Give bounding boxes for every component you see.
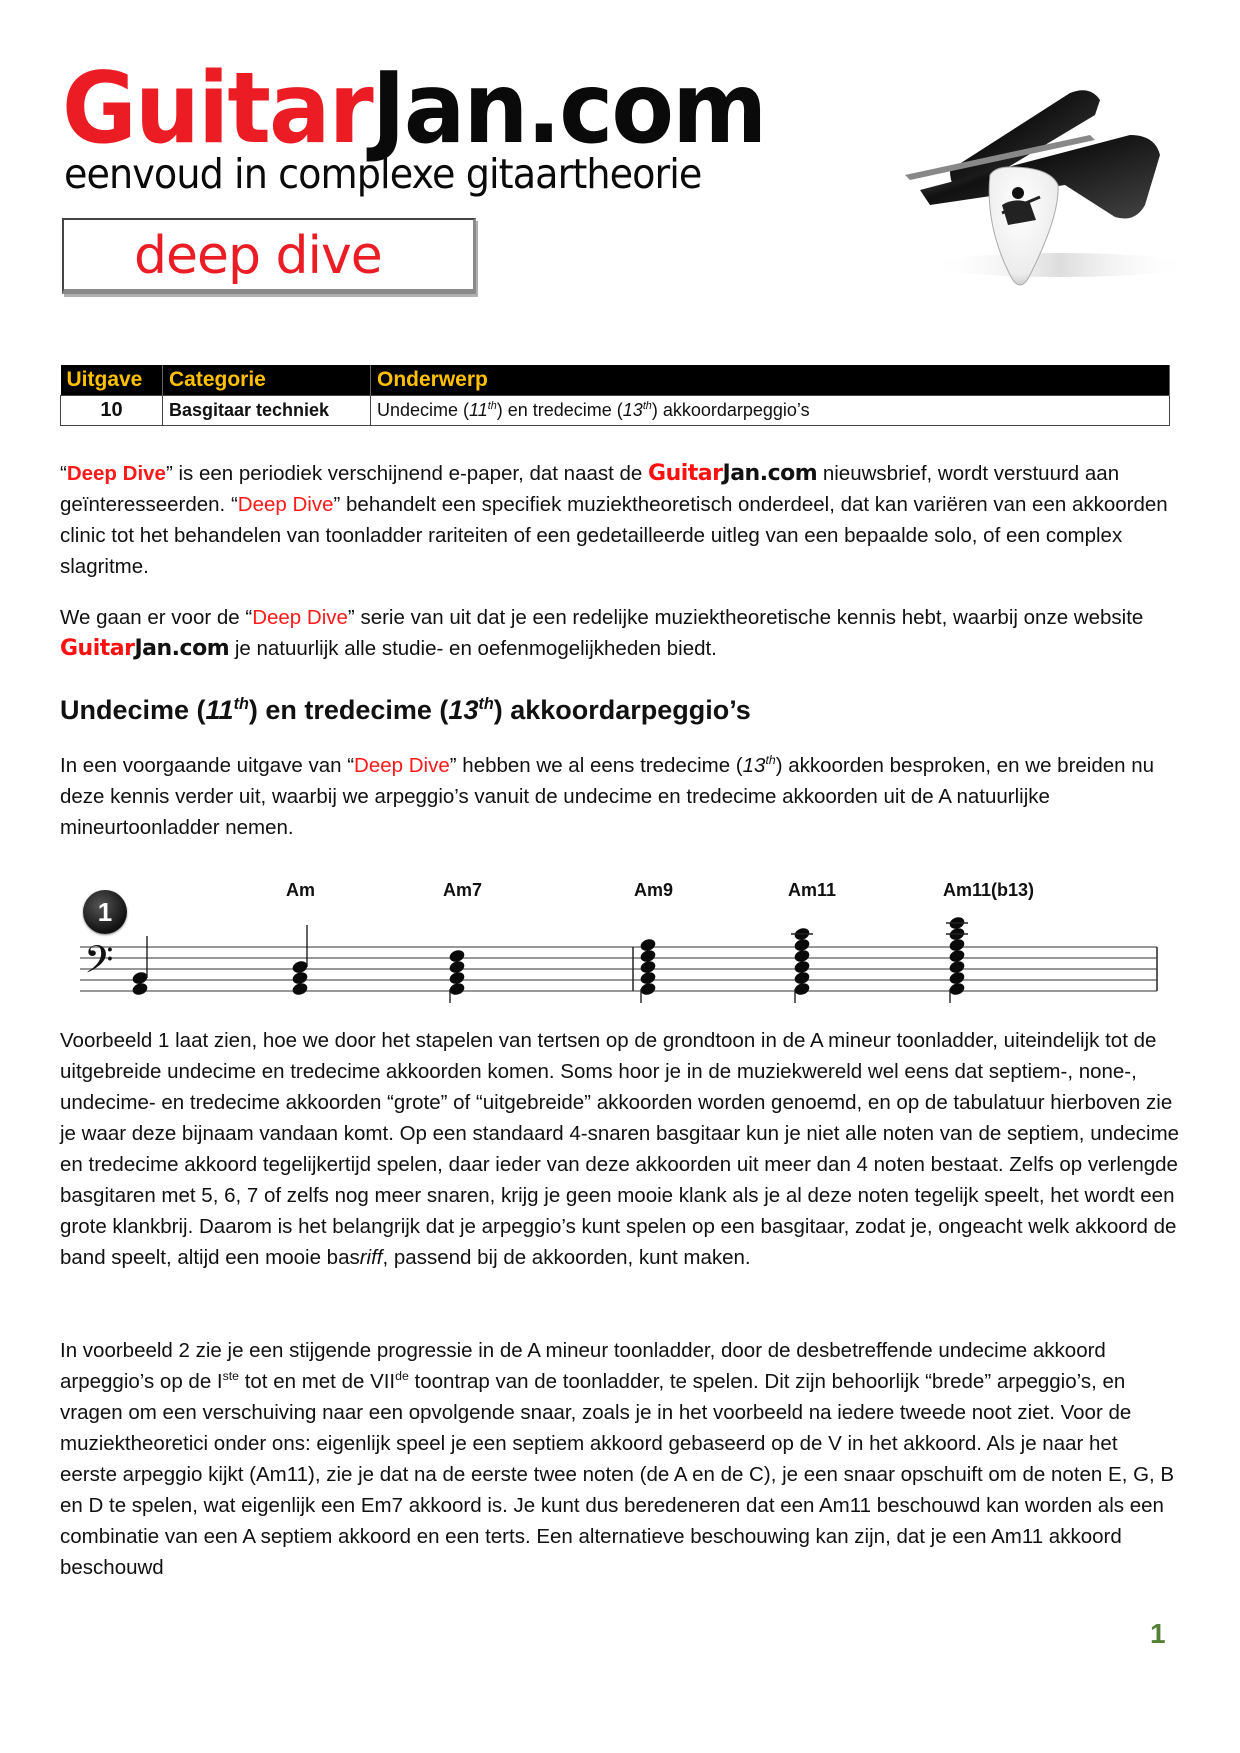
text: In een voorgaande uitgave van “ [60, 754, 355, 777]
text: , passend bij de akkoorden, kunt maken. [382, 1246, 751, 1269]
deep-dive-mention: Deep Dive [66, 462, 166, 485]
text: ) akkoordarpeggio’s [493, 695, 751, 725]
chord-label: Am [286, 880, 316, 900]
guitar-pick-illustration [890, 75, 1190, 305]
logo-guitar: Guitar [60, 636, 135, 661]
text: ” serie van uit dat je een redelijke muziektheoretische kennis hebt, waarbij onze website [347, 606, 1144, 629]
bass-clef-icon: 𝄢 [84, 937, 114, 991]
text: toontrap van de toonladder, te spelen. Dit zijn behoorlijk “brede” arpeggio’s, en vragen om een verschuiving naar een opvolgende snaar, zoals je in het voorbeeld na iedere tweede noot ziet. Voor de muziektheoretici onder ons: eigenlijk speel je een septiem akkoord gebaseerd op de V in het akkoord. Als je naar het eerste arpeggio kijkt (Am11), zie je dat na de eerste twee noten (de A en de C), je een snaar opschuift om de noten E, G, B en D te spelen, wat eigenlijk een Em7 akkoord is. Je kunt dus beredeneren dat een Am11 beschouwd kan worden als een combinatie van een A septiem akkoord en een terts. Een alternatieve beschouwing kan zijn, dat je een Am11 akkoord beschouwd [60, 1370, 1175, 1579]
header-uitgave: Uitgave [61, 365, 163, 395]
text: ) akkoordarpeggio’s [651, 399, 810, 420]
issue-info-table [60, 365, 1170, 426]
text: ste [222, 1369, 240, 1384]
deep-dive-badge [62, 218, 476, 294]
text: th [765, 753, 776, 768]
chord-label: Am11(b13) [943, 880, 1035, 900]
deep-dive-badge-label: deep dive [134, 226, 382, 286]
header-categorie: Categorie [163, 365, 371, 395]
site-logo [62, 52, 766, 166]
text: ” is een periodiek verschijnend e-paper, dat naast de [165, 462, 649, 485]
intro-paragraph-2 [60, 602, 1180, 664]
text: ) akkoorden besproken, en we breiden nu deze kennis verder uit, waarbij we arpeggio’s vanuit de undecime en tredecime akkoorden uit de A natuurlijke mineurtoonladder nemen. [60, 754, 1155, 839]
note-head [291, 959, 309, 974]
cell-onderwerp [371, 395, 1170, 425]
text: Undecime ( [60, 695, 206, 725]
text: Voorbeeld 1 laat zien, hoe we door het stapelen van tertsen op de grondtoon in de A mineur toonladder, uiteindelijk tot de uitgebreide undecime en tredecime akkoorden komen. Soms hoor je in de muziekwereld wel eens dat septiem-, none-, undecime- en tredecime akkoorden “grote” of “uitgebreide” akkoorden worden genoemd, en op de tabulatuur hierboven zie je waar deze bijnaam vandaan komt. Op een standaard 4-snaren basgitaar kun je niet alle noten van de septiem, undecime en tredecime akkoord tegelijkertijd spelen, daar ieder van deze akkoorden uit meer dan 4 noten bestaat. Zelfs op verlengde basgitaren met 5, 6, 7 of zelfs nog meer snaren, krijg je geen mooie klank als je al deze noten tegelijk speelt, het wordt een grote klankbrij. Daarom is het belangrijk dat je arpeggio’s kunt spelen op een basgitaar, zodat je, ongeacht welk akkoord de band speelt, altijd een mooie bas [60, 1029, 1180, 1269]
chord-label: Am9 [634, 880, 674, 900]
text: 13 [448, 695, 479, 725]
intro-paragraph-1 [60, 458, 1180, 582]
logo-jan-com: Jan.com [371, 52, 766, 166]
table-header-row [61, 365, 1170, 395]
header-onderwerp: Onderwerp [371, 365, 1170, 395]
chord-label: Am11 [788, 880, 837, 900]
body-paragraph-2 [60, 1335, 1180, 1583]
text: riff [359, 1246, 383, 1269]
text: de [395, 1369, 409, 1384]
text: 13 [622, 399, 643, 420]
tagline: eenvoud in complexe gitaartheorie [64, 150, 702, 198]
deep-dive-mention: Deep Dive [252, 606, 348, 629]
note-head [448, 948, 466, 963]
text: Undecime ( [377, 399, 470, 420]
cell-categorie: Basgitaar techniek [163, 395, 371, 425]
logo-guitar: Guitar [62, 52, 372, 166]
text: ” hebben we al eens tredecime ( [449, 754, 743, 777]
example-1-notation [60, 865, 1170, 1015]
note-head [639, 937, 657, 952]
text: ) en tredecime ( [496, 399, 623, 420]
inline-logo [648, 461, 817, 486]
section-paragraph [60, 750, 1180, 843]
table-row [61, 395, 1170, 425]
logo-guitar: Guitar [648, 461, 723, 486]
text: ) en tredecime ( [248, 695, 449, 725]
text: In voorbeeld 2 zie je een stijgende progressie in de A mineur toonladder, door de desbetreffende undecime akkoord arpeggio’s op de I [60, 1339, 1106, 1393]
deep-dive-mention: Deep Dive [354, 754, 450, 777]
chord-label: Am7 [443, 880, 483, 900]
inline-logo [60, 636, 229, 661]
bass-staff [60, 865, 1170, 1015]
deep-dive-mention: Deep Dive [237, 493, 334, 516]
text: “ [60, 462, 67, 485]
text: nieuwsbrief, wordt verstuurd aan geïnteresseerden. “ [60, 462, 1120, 516]
section-title [60, 695, 751, 726]
text: th [487, 399, 497, 412]
logo-jan-com: Jan.com [722, 461, 818, 486]
body-paragraph-1 [60, 1025, 1180, 1273]
cell-uitgave: 10 [61, 395, 163, 425]
text: ” behandelt een specifiek muziektheoretisch onderdeel, dat kan variëren van een akkoorden clinic tot het behandelen van toonladder rariteiten of een gedetailleerde uitleg van een bepaalde solo, of een complex slagritme. [60, 493, 1168, 578]
page-number: 1 [1150, 1618, 1166, 1649]
text: th [642, 399, 652, 412]
logo-jan-com: Jan.com [134, 636, 230, 661]
text: 11 [205, 695, 234, 725]
note-head [131, 970, 149, 985]
example-number-badge: 1 [83, 890, 127, 934]
text: 13 [742, 754, 766, 777]
text: We gaan er voor de “ [60, 606, 253, 629]
text: th [478, 695, 494, 713]
text: 11 [469, 399, 488, 420]
text: je natuurlijk alle studie- en oefenmogelijkheden biedt. [229, 637, 717, 660]
text: tot en met de VII [239, 1370, 396, 1393]
shadow [930, 253, 1190, 277]
text: th [233, 695, 249, 713]
